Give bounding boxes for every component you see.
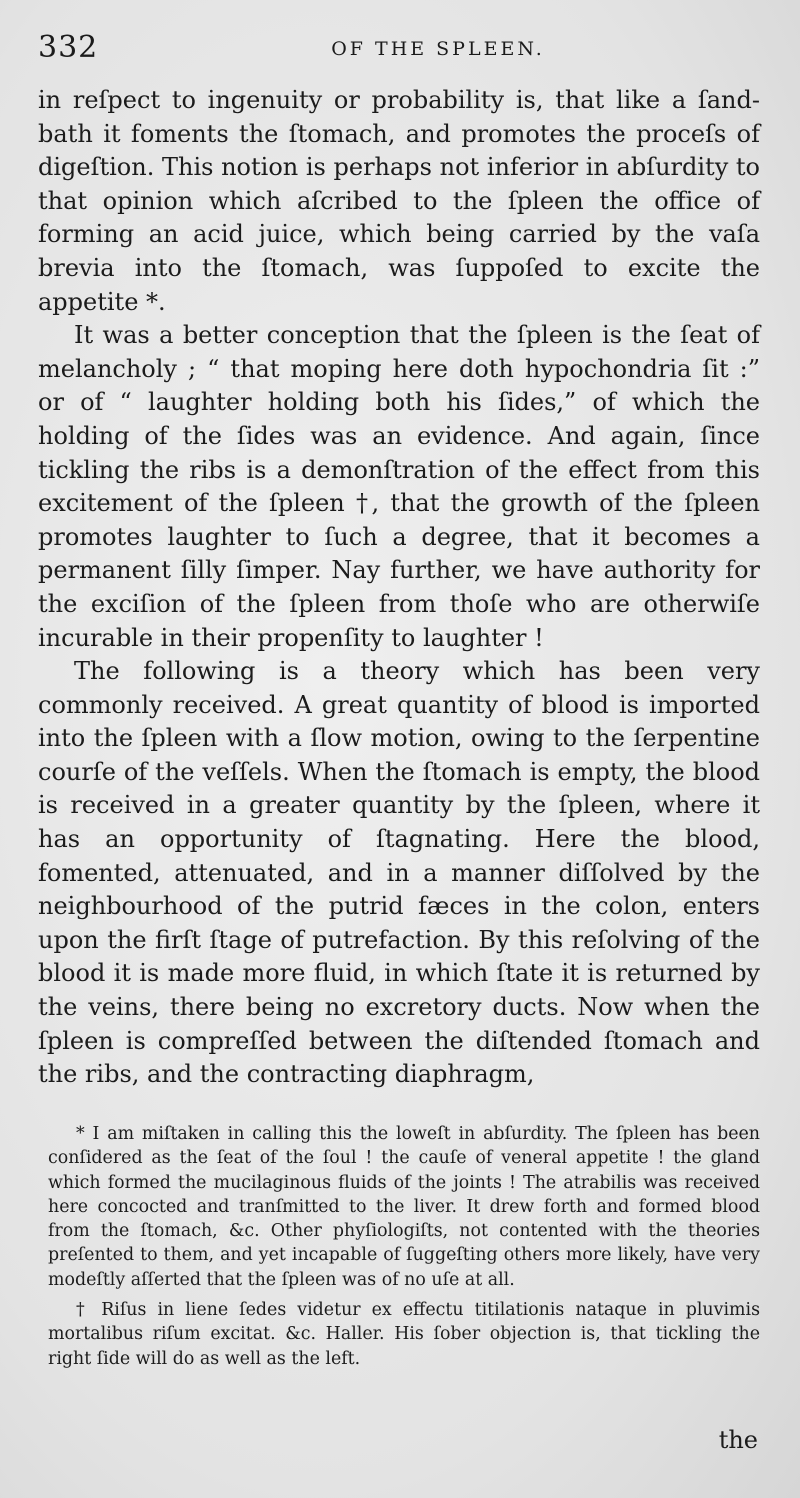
catchword: the	[718, 1426, 758, 1454]
footnote-asterisk: * I am miſtaken in calling this the loweſt in abſurdity. The ſpleen has been conſidered as the ſeat of the ſoul ! the cauſe of veneral appetite ! the gland which formed the mucilaginous fluids of the joints ! The atrabilis was received here concocted and tranſmitted to the liver. It drew forth and formed blood from the ſtomach, &c. Other phyſiologiſts, not contented with the theories preſented to them, and yet incapable of ſuggeſting others more likely, have very modeſtly aſſerted that the ſpleen was of no uſe at all.	[48, 1124, 760, 1290]
paragraph-continued: in reſpect to ingenuity or probability is, that like a ſand-bath it foments the ſtomach, and promotes the proceſs of digeſtion. This notion is perhaps not inferior in abſurdity to that opinion which aſcribed to the ſpleen the office of forming an acid juice, which being carried by the vaſa brevia into the ſtomach, was ſuppoſed to excite the appetite *.	[38, 86, 760, 316]
main-text	[38, 84, 760, 1092]
footnotes	[48, 1122, 760, 1377]
footnote-dagger: † Riſus in liene ſedes videtur ex effectu titilationis nataque in pluvimis mortalibus riſum excitat. &c. Haller. His ſober objection is, that tickling the right ſide will do as well as the left.	[48, 1300, 760, 1369]
paragraph-theory: The following is a theory which has been very commonly received. A great quantity of blood is imported into the ſpleen with a ſlow motion, owing to the ſerpentine courſe of the veſſels. When the ſtomach is empty, the blood is received in a greater quantity by the ſpleen, where it has an opportunity of ſtagnating. Here the blood, fomented, attenuated, and in a manner diſſolved by the neighbourhood of the putrid fæces in the colon, enters upon the firſt ſtage of putrefaction. By this reſolving of the blood it is made more fluid, in which ſtate it is returned by the veins, there being no excretory ducts. Now when the ſpleen is compreſſed between the diſtended ſtomach and the ribs, and the contracting diaphragm,	[38, 657, 760, 1089]
running-head	[38, 30, 768, 70]
page-number: 332	[38, 30, 99, 65]
page-title: OF THE SPLEEN.	[331, 38, 545, 60]
paragraph-melancholy: It was a better conception that the ſpleen is the ſeat of melancholy ; “ that moping here doth hypochondria ſit :” or of “ laughter holding both his ſides,” of which the holding of the ſides was an evidence. And again, ſince tickling the ribs is a demonſtration of the effect from this excitement of the ſpleen †, that the growth of the ſpleen promotes laughter to ſuch a degree, that it becomes a permanent ſilly ſimper. Nay further, we have authority for the exciſion of the ſpleen from thoſe who are otherwiſe incurable in their propenſity to laughter !	[38, 321, 760, 652]
